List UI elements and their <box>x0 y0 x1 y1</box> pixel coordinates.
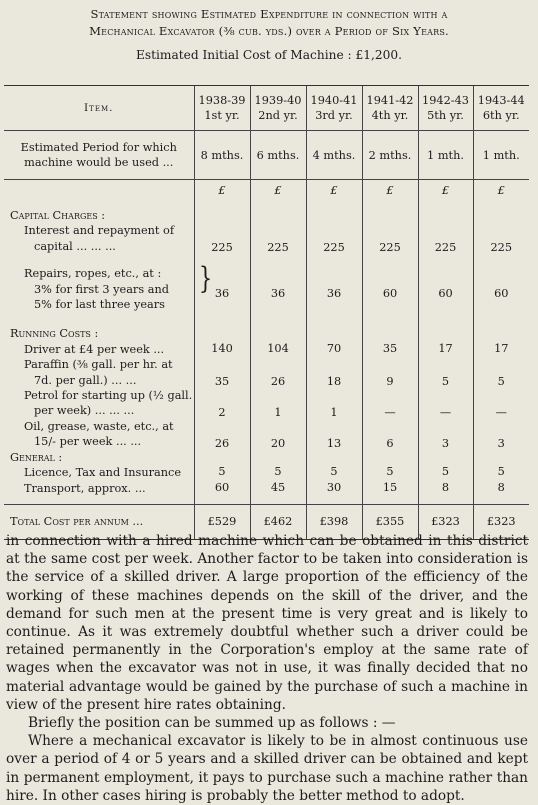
year-header: 1942-43 5th yr. <box>418 86 473 131</box>
year-header: 1940-41 3rd yr. <box>306 86 362 131</box>
table-cell: 8 <box>418 481 473 505</box>
table-cell: 5 <box>194 465 250 480</box>
table-cell: 13 <box>306 419 362 450</box>
interest-label: Interest and repayment of capital ... ... ... <box>24 224 175 253</box>
table-cell: 17 <box>473 342 529 357</box>
table-cell: 1 mth. <box>473 131 529 180</box>
table-row-transport <box>4 481 529 505</box>
heading-line-1: Statement showing Estimated Expenditure in connection with a <box>90 7 448 21</box>
table-cell: 9 <box>362 357 418 388</box>
currency-symbol: £ <box>441 184 450 197</box>
paragraph: Briefly the position can be summed up as follows : — <box>28 715 396 732</box>
table-cell: 5 <box>362 465 418 480</box>
table-row-petrol <box>4 388 529 419</box>
table-cell: 1 mth. <box>418 131 473 180</box>
petrol-label: Petrol for starting up (½ gall. per week) ... ... ... <box>24 389 193 418</box>
year-header: 1938-39 1st yr. <box>194 86 250 131</box>
table-cell: 3 <box>418 419 473 450</box>
table-cell: 2 <box>194 388 250 419</box>
table-cell: — <box>418 388 473 419</box>
table-cell: 36 <box>250 254 306 312</box>
table-cell: 60 <box>473 254 529 312</box>
table-cell: 26 <box>250 357 306 388</box>
body-text <box>6 532 528 805</box>
table-cell: 5 <box>418 357 473 388</box>
table-cell: £323 <box>418 504 473 539</box>
table-cell: 3 <box>473 419 529 450</box>
table-row-paraffin <box>4 357 529 388</box>
table-cell: 2 mths. <box>362 131 418 180</box>
table-cell: 1 <box>306 388 362 419</box>
table-row-period <box>4 131 529 180</box>
table-cell: 104 <box>250 342 306 357</box>
table-row-licence <box>4 465 529 480</box>
table-cell: £323 <box>473 504 529 539</box>
table-cell: 4 mths. <box>306 131 362 180</box>
currency-symbol: £ <box>497 184 505 197</box>
year-header: 1941-42 4th yr. <box>362 86 418 131</box>
table-row-driver <box>4 342 529 357</box>
table-cell: 225 <box>306 223 362 254</box>
table-cell: £355 <box>362 504 418 539</box>
year-header: 1943-44 6th yr. <box>473 86 529 131</box>
paraffin-label: Paraffin (⅜ gall. per hr. at 7d. per gall.) ... ... <box>24 358 173 387</box>
table-cell: 35 <box>194 357 250 388</box>
table-cell: 5 <box>473 465 529 480</box>
table-row-capital-section <box>4 204 529 223</box>
table-cell: 60 <box>362 254 418 312</box>
table-row-general-section <box>4 450 529 465</box>
period-label: Estimated Period for which machine would be used ... <box>4 131 194 180</box>
paragraph: in connection with a hired machine which can be obtained in this district at the same cost per week. Another factor to be taken into consideration is the service of a skilled driver. A large proportion of the efficiency of the working of these machines depends on the skill of the driver, and the demand for such men at the present time is very great and is likely to continue. As it was extremely doubtful whether such a driver could be retained permanently in the Corporation's employ at the same rate of wages when the excavator was not in use, it was finally decided that no material advantage would be gained by the purchase of such a machine in view of the present hire rates obtaining. <box>6 533 528 713</box>
estimated-initial-cost: Estimated Initial Cost of Machine : £1,200. <box>135 48 403 62</box>
table-cell: 35 <box>362 342 418 357</box>
table-cell: 36 <box>194 254 250 312</box>
table-cell: 17 <box>418 342 473 357</box>
paragraph: Where a mechanical excavator is likely to be in almost continuous use over a period of 4 or 5 years and a skilled driver can be obtained and kept in permanent employment, it pays to purchase such a machine rather than hire. In other cases hiring is probably the better method to adopt. <box>6 733 528 804</box>
currency-symbol: £ <box>330 184 338 197</box>
table-row-interest <box>4 223 529 254</box>
table-cell: 5 <box>473 357 529 388</box>
capital-charges-heading: Capital Charges : <box>10 209 106 222</box>
driver-label: Driver at £4 per week ... <box>24 342 165 356</box>
table-row-oil <box>4 419 529 450</box>
table-cell: 45 <box>250 481 306 505</box>
table-cell: 225 <box>418 223 473 254</box>
total-label: Total Cost per annum ... <box>4 504 194 539</box>
table-cell: 5 <box>418 465 473 480</box>
item-header: Item. <box>4 86 194 131</box>
table-header-row <box>4 86 529 131</box>
table-cell: 225 <box>194 223 250 254</box>
statement-heading <box>0 6 538 40</box>
table-cell: 8 <box>473 481 529 505</box>
table-cell: 225 <box>362 223 418 254</box>
currency-symbol: £ <box>386 184 394 197</box>
currency-symbol: £ <box>218 184 226 197</box>
general-heading: General : <box>10 450 63 464</box>
year-header: 1939-40 2nd yr. <box>250 86 306 131</box>
table-cell: — <box>362 388 418 419</box>
expenditure-table <box>4 85 529 540</box>
running-costs-heading: Running Costs : <box>10 327 99 341</box>
table-cell: 5 <box>250 465 306 480</box>
table-cell: 5 <box>306 465 362 480</box>
heading-line-2: Mechanical Excavator (⅜ cub. yds.) over a Period of Six Years. <box>89 24 449 38</box>
transport-label: Transport, approx. ... <box>24 481 146 495</box>
table-cell: 140 <box>194 342 250 357</box>
table-cell: 225 <box>250 223 306 254</box>
table-cell: 15 <box>362 481 418 505</box>
table-cell: 18 <box>306 357 362 388</box>
table-cell: 36 <box>306 254 362 312</box>
table-cell: 8 mths. <box>194 131 250 180</box>
table-cell: £529 <box>194 504 250 539</box>
table-cell: 60 <box>194 481 250 505</box>
table-cell: 30 <box>306 481 362 505</box>
table-cell: 6 mths. <box>250 131 306 180</box>
oil-label: Oil, grease, waste, etc., at 15/- per week ... ... <box>24 419 174 449</box>
table-cell: — <box>473 388 529 419</box>
table-cell: 6 <box>362 419 418 450</box>
currency-symbol: £ <box>274 184 282 197</box>
repairs-label: Repairs, ropes, etc., at : 3% for first 3 years and 5% for last three years <box>24 267 169 312</box>
table-row-currency <box>4 180 529 205</box>
table-cell: 26 <box>194 419 250 450</box>
table-cell: £462 <box>250 504 306 539</box>
repairs-brace: } <box>198 261 213 296</box>
table-row-repairs <box>4 254 529 312</box>
table-cell: 225 <box>473 223 529 254</box>
table-cell: 70 <box>306 342 362 357</box>
table-cell: £398 <box>306 504 362 539</box>
table-cell: 20 <box>250 419 306 450</box>
table-cell: 60 <box>418 254 473 312</box>
licence-label: Licence, Tax and Insurance <box>24 466 182 480</box>
table-row-running-section <box>4 312 529 341</box>
table-cell: 1 <box>250 388 306 419</box>
